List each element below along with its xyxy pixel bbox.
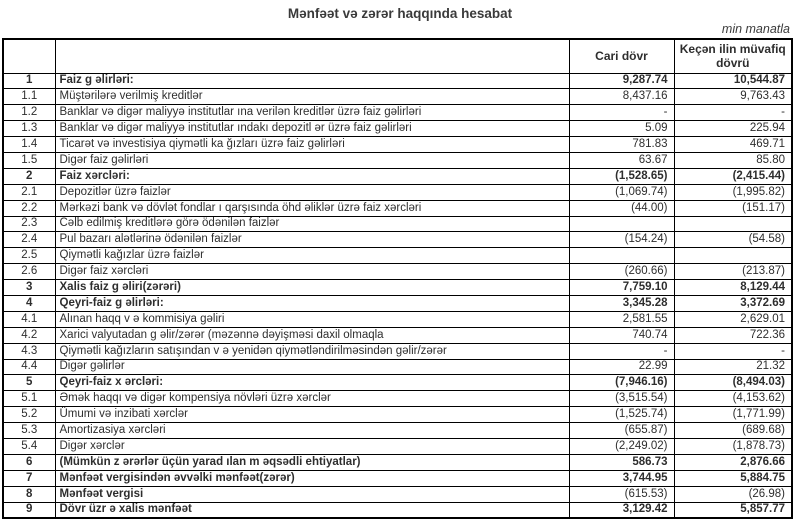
table-row — [3, 105, 792, 121]
row-number-cell: 5.2 — [3, 407, 55, 423]
previous-value-cell: 9,763.43 — [674, 89, 792, 105]
previous-value-cell: 5,884.75 — [674, 470, 792, 486]
row-label-cell: Alınan haqq v ə kommisiya gəliri — [55, 311, 569, 327]
table-row — [3, 200, 792, 216]
row-number-cell: 7 — [3, 470, 55, 486]
row-number-cell: 2.2 — [3, 200, 55, 216]
previous-value-cell: (54.58) — [674, 232, 792, 248]
row-label-cell: Əmək haqqı və digər kompensiya növləri üzrə xərclər — [55, 391, 569, 407]
table-row — [3, 438, 792, 454]
table-row — [3, 359, 792, 375]
header-previous-period: Keçən ilin müvafiq dövrü — [674, 39, 792, 73]
row-label-cell: Pul bazarı alətlərinə ödənilən faizlər — [55, 232, 569, 248]
current-value-cell: - — [569, 105, 674, 121]
row-number-cell: 5.3 — [3, 423, 55, 439]
current-value-cell: (3,515.54) — [569, 391, 674, 407]
row-label-cell: Banklar və digər maliyyə institutlar ına verilən kreditlər üzrə faiz gəlirləri — [55, 105, 569, 121]
row-label-cell: Müştərilərə verilmiş kreditlər — [55, 89, 569, 105]
previous-value-cell: (4,153.62) — [674, 391, 792, 407]
row-label-cell: Faiz g əlirləri: — [55, 73, 569, 89]
row-number-cell: 6 — [3, 454, 55, 470]
row-number-cell: 9 — [3, 502, 55, 518]
current-value-cell: 3,345.28 — [569, 295, 674, 311]
previous-value-cell: 2,629.01 — [674, 311, 792, 327]
row-number-cell: 2.1 — [3, 184, 55, 200]
unit-note: min manatla — [721, 22, 790, 36]
current-value-cell: 781.83 — [569, 137, 674, 153]
table-row — [3, 343, 792, 359]
header-label-cell — [55, 39, 569, 73]
row-number-cell: 4.2 — [3, 327, 55, 343]
row-number-cell: 1.2 — [3, 105, 55, 121]
row-number-cell: 4 — [3, 295, 55, 311]
row-label-cell: Depozitlər üzrə faizlər — [55, 184, 569, 200]
row-number-cell: 8 — [3, 486, 55, 502]
row-label-cell: Ümumi və inzibati xərclər — [55, 407, 569, 423]
current-value-cell: 22.99 — [569, 359, 674, 375]
header-current-period: Cari dövr — [569, 39, 674, 73]
row-number-cell: 1.1 — [3, 89, 55, 105]
row-number-cell: 3 — [3, 280, 55, 296]
report-table-body — [3, 73, 792, 518]
row-number-cell: 1 — [3, 73, 55, 89]
current-value-cell — [569, 216, 674, 232]
current-value-cell: 7,759.10 — [569, 280, 674, 296]
table-row — [3, 152, 792, 168]
page-title: Mənfəət və zərər haqqında hesabat — [287, 6, 513, 21]
current-value-cell: (44.00) — [569, 200, 674, 216]
previous-value-cell: (213.87) — [674, 264, 792, 280]
row-number-cell: 5.4 — [3, 438, 55, 454]
current-value-cell: - — [569, 343, 674, 359]
table-row — [3, 327, 792, 343]
current-value-cell: 3,744.95 — [569, 470, 674, 486]
row-label-cell: Xarici valyutadan g əlir/zərər (məzənnə dəyişməsi daxil olmaqla — [55, 327, 569, 343]
previous-value-cell: 3,372.69 — [674, 295, 792, 311]
row-number-cell: 5 — [3, 375, 55, 391]
row-label-cell: Digər faiz gəlirləri — [55, 152, 569, 168]
previous-value-cell: (26.98) — [674, 486, 792, 502]
previous-value-cell: 10,544.87 — [674, 73, 792, 89]
previous-value-cell: 8,129.44 — [674, 280, 792, 296]
row-number-cell: 2.3 — [3, 216, 55, 232]
previous-value-cell: 469.71 — [674, 137, 792, 153]
row-number-cell: 4.1 — [3, 311, 55, 327]
current-value-cell: 740.74 — [569, 327, 674, 343]
table-row — [3, 486, 792, 502]
row-label-cell: Mənfəət vergisi — [55, 486, 569, 502]
row-label-cell: Ticarət və investisiya qiymətli ka ğızları üzrə faiz gəlirləri — [55, 137, 569, 153]
table-row — [3, 311, 792, 327]
row-label-cell: Xalis faiz g əliri(zərəri) — [55, 280, 569, 296]
table-header — [3, 39, 792, 73]
table-row — [3, 295, 792, 311]
previous-value-cell: (1,878.73) — [674, 438, 792, 454]
table-row — [3, 232, 792, 248]
previous-value-cell: 722.36 — [674, 327, 792, 343]
current-value-cell: (260.66) — [569, 264, 674, 280]
row-label-cell: Qiymətli kağızlar üzrə faizlər — [55, 248, 569, 264]
current-value-cell: 63.67 — [569, 152, 674, 168]
table-row — [3, 391, 792, 407]
previous-value-cell: - — [674, 105, 792, 121]
current-value-cell: 586.73 — [569, 454, 674, 470]
current-value-cell: 2,581.55 — [569, 311, 674, 327]
row-number-cell: 1.5 — [3, 152, 55, 168]
previous-value-cell — [674, 216, 792, 232]
previous-value-cell: 21.32 — [674, 359, 792, 375]
row-label-cell: (Mümkün z ərərlər üçün yarad ılan m əqsədli ehtiyatlar) — [55, 454, 569, 470]
previous-value-cell: (151.17) — [674, 200, 792, 216]
row-label-cell: Faiz xərcləri: — [55, 168, 569, 184]
table-row — [3, 454, 792, 470]
table-row — [3, 89, 792, 105]
current-value-cell: (2,249.02) — [569, 438, 674, 454]
current-value-cell: (1,528.65) — [569, 168, 674, 184]
table-row — [3, 375, 792, 391]
current-value-cell: (1,069.74) — [569, 184, 674, 200]
current-value-cell: 3,129.42 — [569, 502, 674, 518]
current-value-cell: (154.24) — [569, 232, 674, 248]
header-number-cell — [3, 39, 55, 73]
row-label-cell: Dövr üzr ə xalis mənfəət — [55, 502, 569, 518]
row-number-cell: 4.4 — [3, 359, 55, 375]
row-label-cell: Qeyri-faiz x ərcləri: — [55, 375, 569, 391]
current-value-cell: (7,946.16) — [569, 375, 674, 391]
table-row — [3, 280, 792, 296]
table-row — [3, 216, 792, 232]
row-label-cell: Digər gəlirlər — [55, 359, 569, 375]
row-label-cell: Digər xərclər — [55, 438, 569, 454]
previous-value-cell: 2,876.66 — [674, 454, 792, 470]
previous-value-cell: 85.80 — [674, 152, 792, 168]
previous-value-cell: (8,494.03) — [674, 375, 792, 391]
table-row — [3, 73, 792, 89]
table-row — [3, 184, 792, 200]
row-number-cell: 1.4 — [3, 137, 55, 153]
table-row — [3, 248, 792, 264]
current-value-cell: 8,437.16 — [569, 89, 674, 105]
table-row — [3, 264, 792, 280]
table-row — [3, 470, 792, 486]
row-number-cell: 2.5 — [3, 248, 55, 264]
current-value-cell: (655.87) — [569, 423, 674, 439]
row-number-cell: 2.6 — [3, 264, 55, 280]
row-number-cell: 5.1 — [3, 391, 55, 407]
table-row — [3, 407, 792, 423]
row-label-cell: Cəlb edilmiş kreditlərə görə ödənilən faizlər — [55, 216, 569, 232]
profit-loss-table — [2, 38, 793, 519]
table-row — [3, 423, 792, 439]
previous-value-cell — [674, 248, 792, 264]
previous-value-cell: (1,771.99) — [674, 407, 792, 423]
table-row — [3, 168, 792, 184]
row-number-cell: 2 — [3, 168, 55, 184]
current-value-cell: 9,287.74 — [569, 73, 674, 89]
previous-value-cell: 225.94 — [674, 121, 792, 137]
row-number-cell: 2.4 — [3, 232, 55, 248]
row-label-cell: Banklar və digər maliyyə institutlar ındakı depozitl ər üzrə faiz gəlirləri — [55, 121, 569, 137]
table-row — [3, 502, 792, 518]
current-value-cell: 5.09 — [569, 121, 674, 137]
previous-value-cell: 5,857.77 — [674, 502, 792, 518]
table-row — [3, 137, 792, 153]
current-value-cell: (1,525.74) — [569, 407, 674, 423]
row-number-cell: 4.3 — [3, 343, 55, 359]
header-row — [3, 39, 792, 73]
row-label-cell: Digər faiz xərcləri — [55, 264, 569, 280]
row-label-cell: Mərkəzi bank və dövlət fondlar ı qarşısında öhd əliklər üzrə faiz xərcləri — [55, 200, 569, 216]
row-label-cell: Mənfəət vergisindən əvvəlki mənfəət(zərər) — [55, 470, 569, 486]
row-label-cell: Qeyri-faiz g əlirləri: — [55, 295, 569, 311]
previous-value-cell: (689.68) — [674, 423, 792, 439]
row-number-cell: 1.3 — [3, 121, 55, 137]
row-label-cell: Amortizasiya xərcləri — [55, 423, 569, 439]
current-value-cell — [569, 248, 674, 264]
previous-value-cell: (1,995.82) — [674, 184, 792, 200]
current-value-cell: (615.53) — [569, 486, 674, 502]
table-row — [3, 121, 792, 137]
previous-value-cell: - — [674, 343, 792, 359]
previous-value-cell: (2,415.44) — [674, 168, 792, 184]
row-label-cell: Qiymətli kağızların satışından v ə yenidən qiymətləndirilməsindən gəlir/zərər — [55, 343, 569, 359]
